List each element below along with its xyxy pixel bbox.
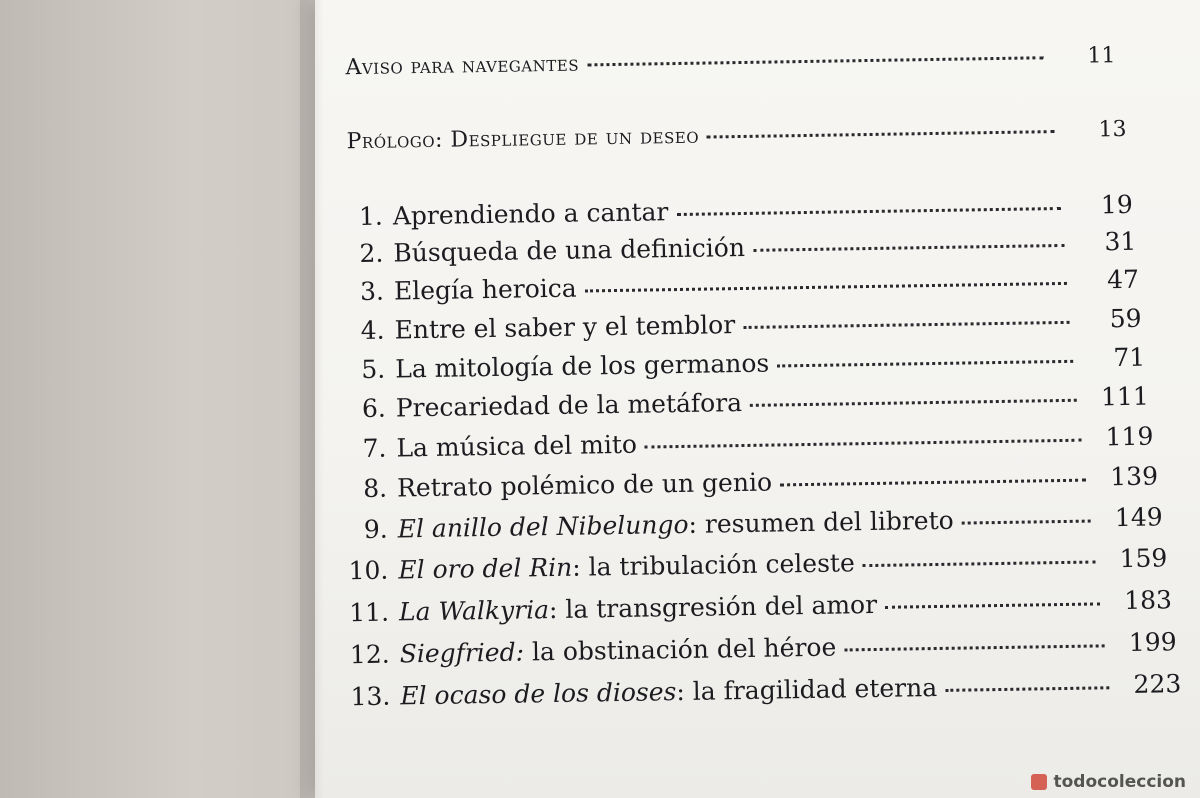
chapter-number: 5. [361, 354, 386, 384]
toc-entry-title: Entre el saber y el temblor [394, 310, 736, 345]
toc-entry-page: 149 [1114, 502, 1163, 533]
toc-entry-title: Precariedad de la metáfora [395, 388, 743, 423]
dot-leader [587, 56, 1043, 66]
toc-entry-title: Retrato polémico de un genio [396, 467, 773, 503]
chapter-number: 1. [358, 201, 384, 232]
watermark-logo-icon [1031, 774, 1047, 790]
chapter-number: 7. [362, 433, 387, 463]
toc-entry-title-italic: El ocaso de los dioses [400, 677, 677, 711]
dot-leader [707, 130, 1055, 138]
toc-entry-page: 11 [1087, 43, 1116, 69]
toc-entry-page: 31 [1104, 226, 1137, 257]
chapter-number: 6. [361, 393, 387, 423]
page-gutter [300, 0, 324, 798]
toc-entry-title: La mitología de los germanos [394, 348, 770, 384]
toc-entry-title-rest: : la fragilidad eterna [676, 672, 938, 707]
chapter-number: 10. [348, 555, 389, 586]
toc-entry-title-rest: la obstinación del héroe [523, 632, 837, 667]
toc-entry-page: 223 [1133, 669, 1182, 699]
toc-entry-title: La música del mito [396, 429, 638, 463]
toc-entry-title-rest: : la tribulación celeste [571, 548, 855, 582]
watermark [1031, 772, 1186, 792]
dot-leader [753, 244, 1064, 252]
dot-leader [645, 439, 1082, 449]
dot-leader [676, 207, 1060, 216]
toc-entry-title-rest: : resumen del libreto [688, 505, 954, 539]
toc-entry-page: 13 [1098, 116, 1127, 143]
toc-entry-page: 119 [1105, 421, 1154, 452]
chapter-number: 4. [360, 315, 385, 346]
dot-leader [750, 399, 1077, 407]
toc-entry-page: 59 [1109, 303, 1142, 334]
toc-entry-page: 183 [1123, 585, 1173, 616]
toc-entry-page: 139 [1110, 461, 1159, 492]
left-page [0, 0, 320, 798]
dot-leader [743, 321, 1069, 329]
chapter-number: 12. [349, 639, 390, 670]
toc-entry-title: Elegía heroica [393, 273, 577, 306]
toc-entry-title-italic: El oro del Rin [398, 552, 573, 585]
chapter-number: 2. [359, 238, 384, 269]
toc-entry-title: Prólogo: Despliegue de un deseo [346, 123, 700, 155]
toc-entry-page: 47 [1106, 264, 1140, 295]
watermark-text: todocoleccion [1053, 772, 1186, 792]
toc-entry-page: 111 [1100, 381, 1149, 412]
dot-leader [780, 479, 1086, 487]
toc-entry-title-rest: : la transgresión del amor [548, 589, 878, 625]
toc-entry-title-italic: Siegfried: [399, 637, 525, 669]
toc-entry-page: 71 [1113, 342, 1146, 373]
chapter-number: 3. [359, 276, 385, 307]
chapter-number: 13. [350, 681, 391, 712]
toc-entry-page: 19 [1100, 189, 1133, 220]
toc-entry-title: Búsqueda de una definición [393, 232, 746, 268]
toc-entry-page: 159 [1119, 543, 1168, 574]
dot-leader [863, 560, 1096, 567]
chapter-number: 9. [363, 514, 388, 544]
toc-entry-page: 199 [1128, 627, 1177, 657]
chapter-number: 8. [362, 473, 388, 503]
dot-leader [885, 602, 1100, 608]
toc-entry-title: Aviso para navegantes [345, 51, 580, 81]
chapter-number: 11. [349, 597, 390, 628]
toc-entry-title-italic: El anillo del Nibelungo [397, 509, 689, 544]
dot-leader [945, 686, 1109, 692]
toc-entry-title: Aprendiendo a cantar [392, 197, 669, 231]
dot-leader [844, 644, 1104, 651]
dot-leader [777, 360, 1073, 368]
dot-leader [962, 520, 1091, 525]
dot-leader [585, 282, 1067, 293]
toc-entry-title-italic: La Walkyria [398, 595, 550, 627]
